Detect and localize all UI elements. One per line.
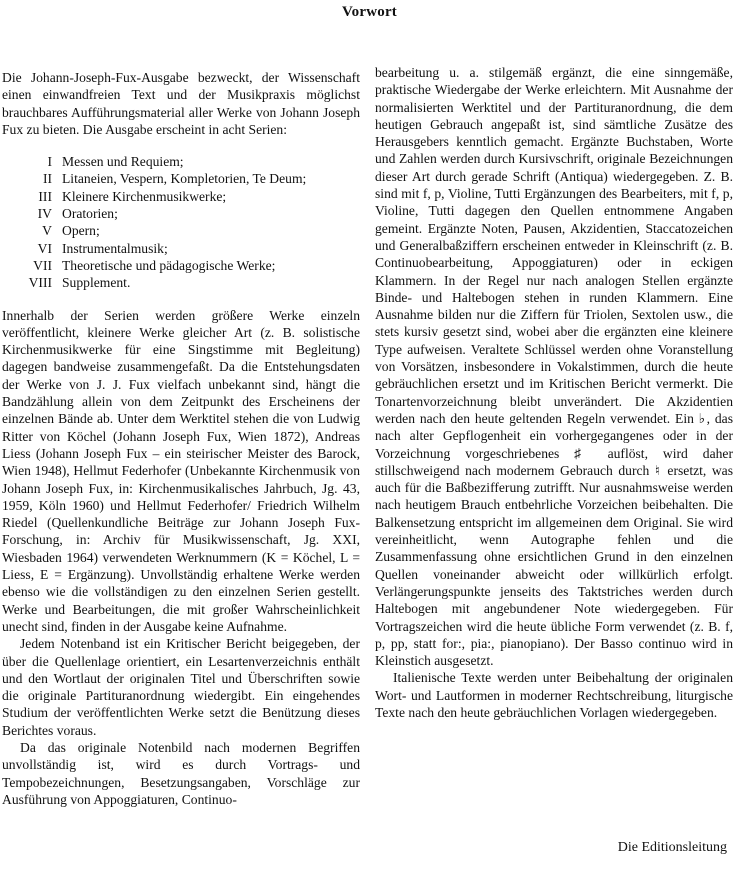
body-paragraph: Da das originale Notenbild nach modernen Begriffen unvollständig ist, wird es durch Vortrags- und Tempobezeichnungen, Besetzungsangaben, Vorschläge zur Ausführung von Appoggiaturen, Continuo- xyxy=(2,739,360,807)
series-item: VIII Supplement. xyxy=(28,275,131,291)
series-item: VII Theoretische und pädagogische Werke; xyxy=(33,257,276,273)
series-item: I Messen und Requiem; xyxy=(47,154,184,170)
body-paragraph: Innerhalb der Serien werden größere Werke einzeln veröffentlicht, kleinere Werke gleicher Art (z. B. solistische Kirchenmusikwerke für eine Singstimme mit Begleitung) dagegen bandweise zusammengefaßt. Da die Entstehungsdaten der Werke von J. J. Fux vielfach unbekannt sind, hängt die Bandzählung allein von dem Zeitpunkt des Erscheinens der einzelnen Bände ab. Unter dem Werktitel stehen die von Ludwig Ritter von Köchel (Johann Joseph Fux, Wien 1872), Andreas Liess (Johann Joseph Fux – ein steirischer Meister des Barock, Wien 1948), Hellmut Federhofer (Unbekannte Kirchenmusik von Johann Joseph Fux, in: Kirchenmusikalisches Jahrbuch, Jg. 43, 1959, Köln 1960) und Hellmut Federhofer/ Friedrich Wilhelm Riedel (Quellenkundliche Beiträge zur Johann Joseph Fux-Forschung, in: Archiv für Musikwissenschaft, Jg. XXI, Wiesbaden 1964) verwendeten Werknummern (K = Köchel, L = Liess, E = Ergänzung). Unvollständig erhaltene Werke werden ebenso wie die vollständigen zu den einzelnen Serien gestellt. Werke und Bearbeitungen, die mit großer Wahrscheinlichkeit unecht sind, finden in der Ausgabe keine Aufnahme. xyxy=(2,307,360,634)
page-title: Vorwort xyxy=(342,4,397,20)
series-item: V Opern; xyxy=(42,223,100,239)
series-item: II Litaneien, Vespern, Kompletorien, Te Deum; xyxy=(42,171,307,187)
body-paragraph: Italienische Texte werden unter Beibehaltung der originalen Wort- und Lautformen in moderner Rechtschreibung, liturgische Texte nach den heute gebräuchlichen Vorlagen wiedergegeben. xyxy=(375,670,733,720)
left-column xyxy=(2,69,360,808)
series-item: III Kleinere Kirchenmusikwerke; xyxy=(38,188,227,204)
signature: Die Editionsleitung xyxy=(617,840,727,855)
body-paragraph: bearbeitung u. a. stilgemäß ergänzt, die eine sinngemäße, praktische Wiedergabe der Werke erleichtern. Mit Ausnahme der normalisierten Werktitel und der Partituranordnung, die dem heutigen Gebrauch angepaßt ist, sind sämtliche Zusätze des Herausgebers kenntlich gemacht. Ergänzte Buchstaben, Worte und Zahlen werden durch Kursivschrift, originale Bezeichnungen dieser Art durch gerade Schrift (Antiqua) wiedergegeben. Z. B. sind mit f, p, Violine, Tutti Ergänzungen des Bearbeiters, mit f, p, Violine, Tutti dagegen den Quellen entnommene Angaben gemeint. Ergänzte Noten, Pausen, Akzidentien, Staccatozeichen und Generalbaßziffern erscheinen entweder in Kleinschrift (z. B. Continuobearbeitung, Appoggiaturen) oder in eckigen Klammern. In der Regel nur nach analogen Stellen ergänzte Binde- und Haltebogen stehen in runden Klammern. Eine Ausnahme bilden nur die Ziffern für Triolen, Sextolen usw., die stets kursiv gesetzt sind, wobei aber die ergänzten eine kleinere Type aufweisen. Veraltete Schlüssel werden ohne Voranstellung von Vorsätzen, insbesondere in Vokalstimmen, durch die heute gebräuchlichen ersetzt und im Kritischen Bericht vermerkt. Die Tonartenvorzeichnung bleibt unverändert. Die Akzidentien werden nach den heute geltenden Regeln verwendet. Ein ♭, das nach alter Gepflogenheit ein vorhergegangenes oder in der Vorzeichnung vorgeschriebenes ♯ auflöst, wird daher stillschweigend nach modernem Gebrauch durch ♮ ersetzt, was auch für die Baßbezifferung zutrifft. Nur ausnahmsweise werden nach heutigem Brauch entbehrliche Vorzeichen beibehalten. Die Balkensetzung entspricht im allgemeinen dem Original. Sie wird vereinheitlicht, wenn Autographe fehlen und die Zusammenfassung ohne ersichtlichen Grund in den einzelnen Quellen voneinander abweicht oder willkürlich erfolgt. Verlängerungspunkte jenseits des Taktstriches werden durch Haltebogen mit angebundener Note wiedergegeben. Für Vortragszeichen wird die heute übliche Form verwendet (z. B. f, p, pp, statt for:, pia:, pianopiano). Der Basso continuo wird in Kleinstich ausgesetzt. xyxy=(375,65,733,669)
body-paragraph: Jedem Notenband ist ein Kritischer Bericht beigegeben, der über die Quellenlage orientiert, ein Lesartenverzeichnis enthält und den Wortlaut der originalen Titel und Überschriften sowie die originale Partituranordnung wiedergibt. Ein eingehendes Studium der veröffentlichten Werke setzt die Benützung dieses Berichtes voraus. xyxy=(2,636,360,738)
series-list xyxy=(2,153,360,291)
right-column xyxy=(375,64,733,721)
series-item: IV Oratorien; xyxy=(37,206,118,222)
intro-paragraph: Die Johann-Joseph-Fux-Ausgabe bezweckt, der Wissenschaft einen einwandfreien Text und der Musikpraxis möglichst brauchbares Aufführungsmaterial aller Werke von Johann Joseph Fux zu bieten. Die Ausgabe erscheint in acht Serien: xyxy=(2,70,360,137)
series-item: VI Instrumentalmusik; xyxy=(37,240,168,256)
